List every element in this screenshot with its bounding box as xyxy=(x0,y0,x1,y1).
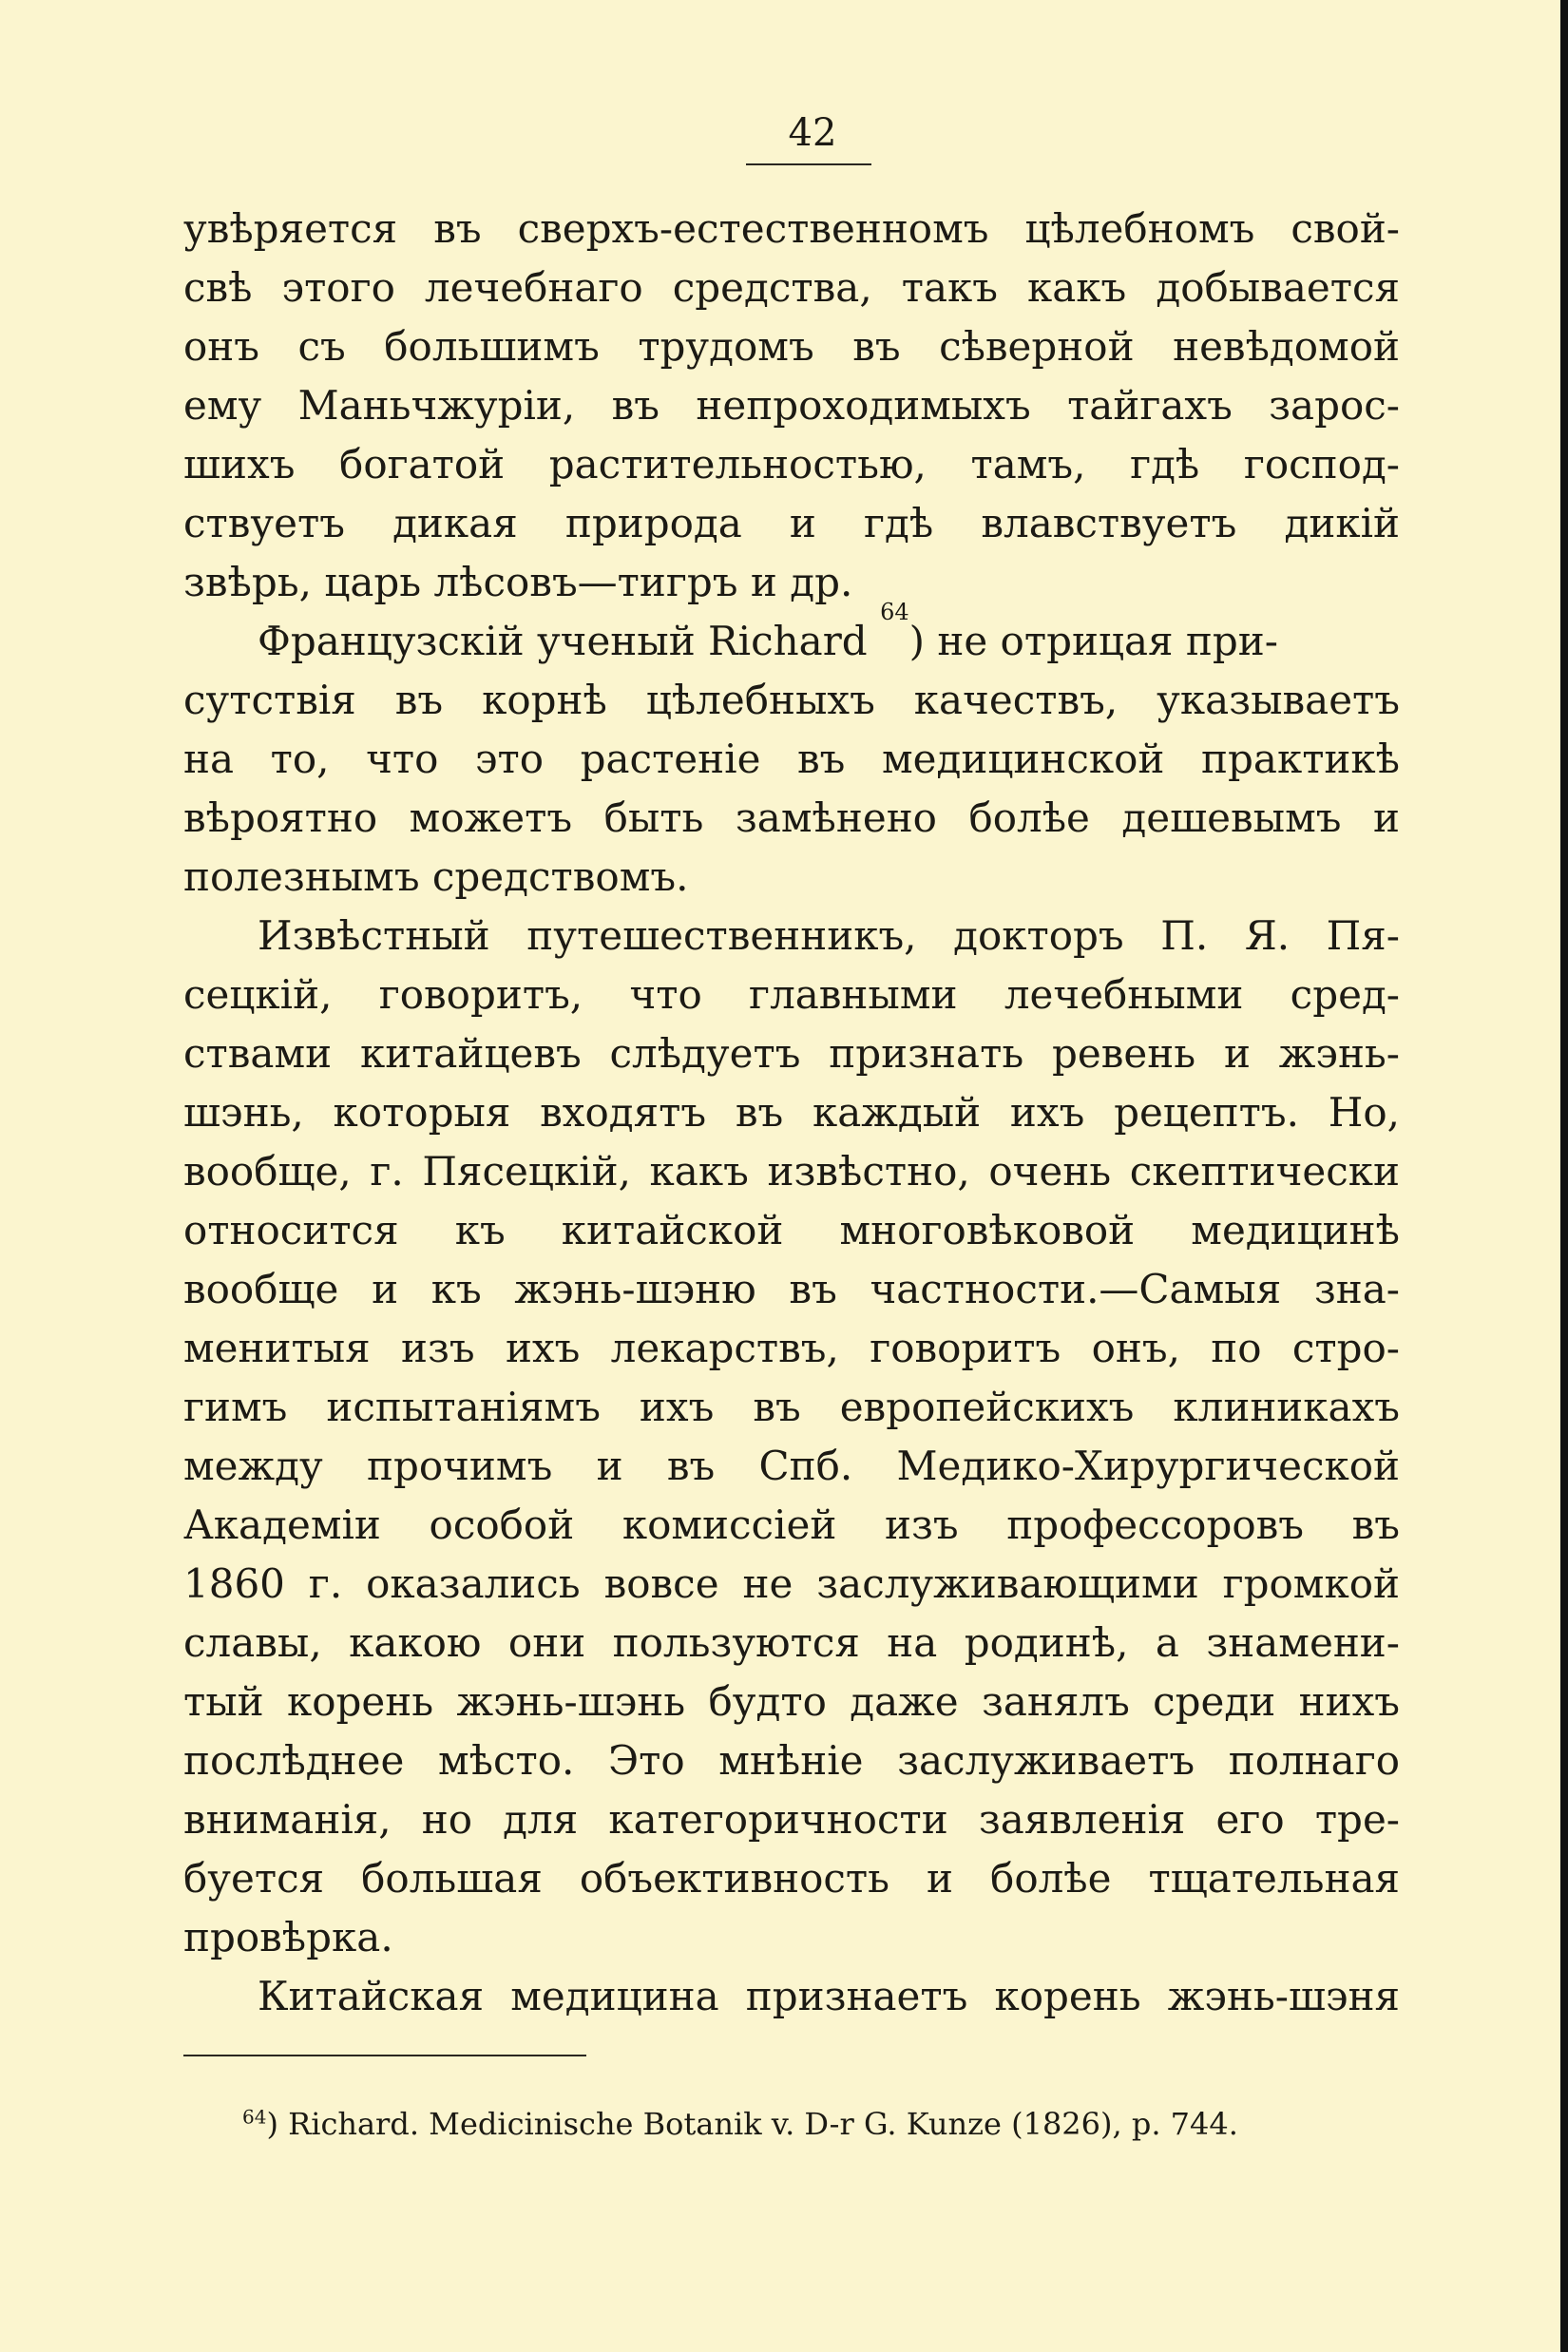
text-line-content: увѣряется въ сверхъ-естественномъ цѣлебномъ свой- xyxy=(183,205,1400,252)
text-line xyxy=(183,1967,1400,2026)
text-line-content: 1860 г. оказались вовсе не заслуживающими громкой xyxy=(183,1560,1400,1607)
footnote-reference: 64 xyxy=(880,599,909,625)
footnote-rule xyxy=(183,2055,586,2056)
text-line-content: вообще, г. Пясецкій, какъ извѣстно, очень скептически xyxy=(183,1148,1400,1195)
text-line-part: Французскій ученый Richard xyxy=(258,618,868,664)
footnote-marker: 64 xyxy=(242,2105,267,2129)
text-line xyxy=(183,966,1400,1024)
text-line xyxy=(183,730,1400,789)
text-line-content: менитыя изъ ихъ лекарствъ, говоритъ онъ, по стро- xyxy=(183,1325,1400,1371)
text-line-content: свѣ этого лечебнаго средства, такъ какъ добывается xyxy=(183,264,1400,311)
text-line-content: вниманія, но для категоричности заявленія его тре- xyxy=(183,1796,1400,1843)
text-line xyxy=(183,317,1400,376)
text-line-content: ствуетъ дикая природа и гдѣ влавствуетъ дикій xyxy=(183,500,1400,546)
page-edge xyxy=(1560,0,1568,2352)
text-line xyxy=(183,907,1400,966)
text-line xyxy=(183,1731,1400,1790)
text-line-content: на то, что это растеніе въ медицинской практикѣ xyxy=(183,736,1400,782)
text-line-content: ему Маньчжуріи, въ непроходимыхъ тайгахъ зарос- xyxy=(183,382,1400,429)
text-line-content: ствами китайцевъ слѣдуетъ признать ревень и жэнь- xyxy=(183,1030,1400,1077)
body-text xyxy=(183,200,1400,2026)
text-line-content: славы, какою они пользуются на родинѣ, а знамени- xyxy=(183,1619,1400,1666)
text-line xyxy=(183,1437,1400,1496)
text-line xyxy=(183,1555,1400,1614)
text-line-content: гимъ испытаніямъ ихъ въ европейскихъ клиникахъ xyxy=(183,1384,1400,1430)
text-line xyxy=(183,1260,1400,1319)
text-line-content: шихъ богатой растительностью, тамъ, гдѣ господ- xyxy=(183,441,1400,488)
text-line xyxy=(183,1083,1400,1142)
text-line xyxy=(183,1378,1400,1437)
text-line xyxy=(183,1673,1400,1731)
text-line xyxy=(183,1024,1400,1083)
text-line-content: между прочимъ и въ Спб. Медико-Хирургической xyxy=(183,1443,1400,1489)
text-line-content: вообще и къ жэнь-шэню въ частности.—Самыя зна- xyxy=(183,1266,1400,1312)
text-line-content: вѣроятно можетъ быть замѣнено болѣе дешевымъ и xyxy=(183,794,1400,841)
text-line-content: Извѣстный путешественникъ, докторъ П. Я. Пя- xyxy=(258,912,1400,959)
text-line-content: сутствія въ корнѣ цѣлебныхъ качествъ, указываетъ xyxy=(183,677,1400,723)
text-line-content: онъ съ большимъ трудомъ въ сѣверной невѣдомой xyxy=(183,323,1400,370)
text-line xyxy=(183,789,1400,848)
text-line-content: послѣднее мѣсто. Это мнѣніе заслуживаетъ полнаго xyxy=(183,1737,1400,1784)
text-line-content: провѣрка. xyxy=(183,1914,393,1960)
text-line xyxy=(183,200,1400,258)
text-line-content: относится къ китайской многовѣковой медицинѣ xyxy=(183,1207,1400,1253)
text-line xyxy=(183,553,1400,612)
text-line xyxy=(183,1614,1400,1673)
text-line xyxy=(183,1496,1400,1555)
text-line xyxy=(183,1142,1400,1201)
text-line-content: буется большая объективность и болѣе тщательная xyxy=(183,1855,1400,1902)
text-line-content: полезнымъ средствомъ. xyxy=(183,853,689,900)
text-line-content: тый корень жэнь-шэнь будто даже занялъ среди нихъ xyxy=(183,1678,1400,1725)
text-line xyxy=(183,376,1400,435)
text-line-content: сецкій, говоритъ, что главными лечебными сред- xyxy=(183,971,1400,1018)
footnote xyxy=(242,2105,1383,2143)
page-number-rule xyxy=(746,163,871,165)
page-number: 42 xyxy=(788,111,837,155)
text-line-content: Китайская медицина признаетъ корень жэнь-шэня xyxy=(258,1973,1400,2019)
text-line-part: ) не отрицая при- xyxy=(908,618,1278,664)
text-line xyxy=(183,1908,1400,1967)
text-line xyxy=(183,1319,1400,1378)
text-line xyxy=(183,671,1400,730)
text-line-content: Академіи особой комиссіей изъ профессоровъ въ xyxy=(183,1501,1400,1548)
text-line xyxy=(183,1790,1400,1849)
text-line xyxy=(183,494,1400,553)
text-line-content: звѣрь, царь лѣсовъ—тигръ и др. xyxy=(183,559,853,605)
text-line xyxy=(183,599,1400,671)
text-line xyxy=(183,435,1400,494)
text-line xyxy=(183,258,1400,317)
text-line-content: шэнь, которыя входятъ въ каждый ихъ рецептъ. Но, xyxy=(183,1089,1400,1136)
footnote-text: ) Richard. Medicinische Botanik v. D-r G. Kunze (1826), p. 744. xyxy=(266,2106,1238,2142)
text-line xyxy=(183,848,1400,907)
text-line xyxy=(183,1849,1400,1908)
text-line xyxy=(183,1201,1400,1260)
